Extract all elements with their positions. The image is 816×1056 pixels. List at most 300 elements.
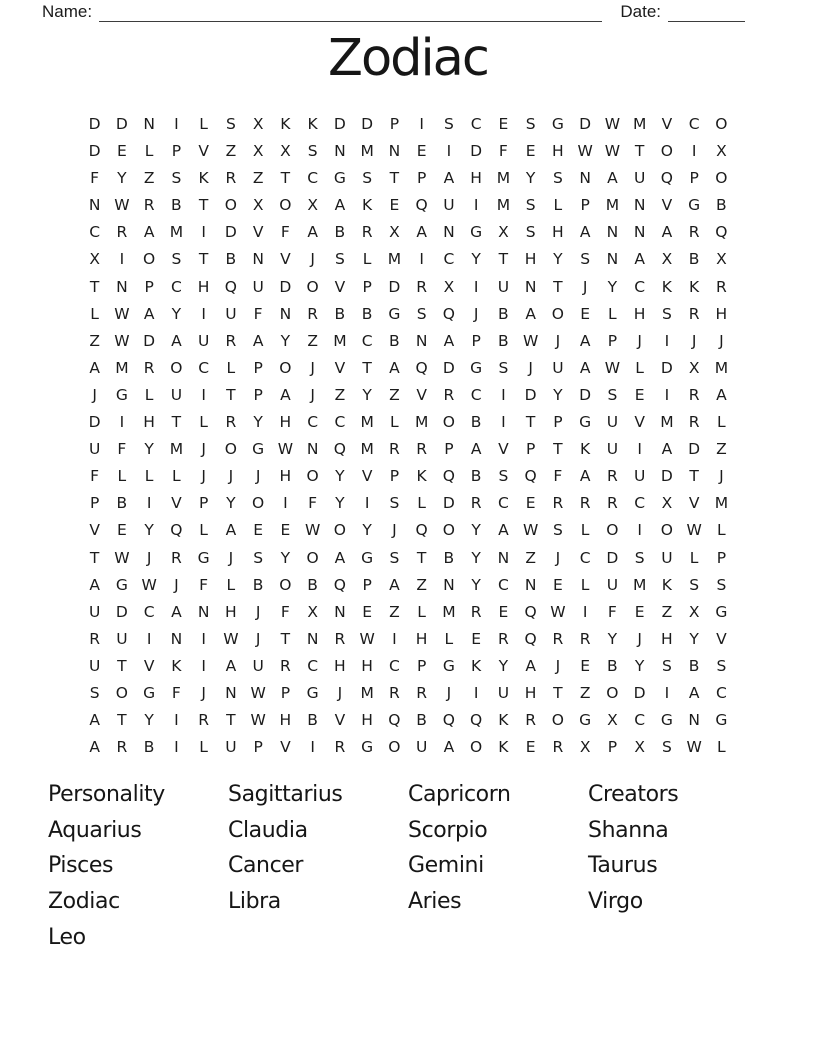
grid-letter: N xyxy=(334,602,346,621)
grid-letter: L xyxy=(172,467,181,486)
grid-letter: K xyxy=(498,711,509,730)
grid-letter: H xyxy=(415,629,428,648)
grid-letter: M xyxy=(496,169,511,188)
grid-row xyxy=(81,138,735,165)
grid-letter: L xyxy=(717,521,726,540)
grid-letter: Z xyxy=(661,602,673,621)
grid-letter: A xyxy=(607,169,618,188)
grid-row xyxy=(81,463,735,490)
grid-letter: R xyxy=(143,358,155,377)
grid-row xyxy=(81,653,735,680)
word-list-item: Virgo xyxy=(588,889,643,915)
grid-letter: Y xyxy=(471,548,481,567)
grid-letter: J xyxy=(637,629,642,648)
grid-letter: V xyxy=(171,494,182,513)
grid-letter: H xyxy=(279,413,292,432)
grid-letter: T xyxy=(89,548,100,567)
grid-letter: G xyxy=(688,196,701,215)
grid-letter: J xyxy=(637,331,642,350)
grid-letter: O xyxy=(333,521,346,540)
grid-letter: I xyxy=(664,331,670,350)
grid-letter: U xyxy=(497,683,510,702)
grid-letter: N xyxy=(388,142,401,161)
grid-letter: I xyxy=(201,223,206,242)
grid-letter: N xyxy=(116,277,128,296)
grid-letter: R xyxy=(552,738,564,757)
grid-letter: M xyxy=(414,413,429,432)
grid-letter: P xyxy=(553,413,563,432)
grid-letter: L xyxy=(226,358,236,377)
grid-letter: I xyxy=(473,277,479,296)
grid-letter: I xyxy=(283,494,288,513)
grid-letter: O xyxy=(442,521,455,540)
grid-letter: I xyxy=(174,738,179,757)
grid-letter: J xyxy=(255,602,261,621)
grid-row xyxy=(81,219,735,246)
grid-letter: D xyxy=(115,115,128,133)
grid-letter: G xyxy=(579,711,592,730)
grid-letter: A xyxy=(579,358,591,377)
word-list-item: Leo xyxy=(48,924,86,950)
grid-letter: N xyxy=(443,575,455,594)
grid-letter: U xyxy=(552,358,564,377)
word-list-item: Personality xyxy=(48,782,165,807)
grid-letter: N xyxy=(415,331,428,350)
grid-letter: I xyxy=(501,385,506,404)
grid-letter: J xyxy=(201,440,206,459)
grid-letter: E xyxy=(498,115,509,133)
grid-letter: S xyxy=(443,115,454,133)
grid-letter: R xyxy=(715,277,727,296)
grid-letter: J xyxy=(146,548,152,567)
grid-letter: I xyxy=(201,304,206,323)
grid-letter: H xyxy=(361,656,373,675)
grid-letter: J xyxy=(255,467,261,486)
grid-row xyxy=(81,572,735,599)
grid-letter: J xyxy=(255,629,261,648)
grid-letter: X xyxy=(607,711,618,730)
grid-letter: Y xyxy=(607,629,618,648)
grid-letter: R xyxy=(525,711,537,730)
grid-letter: S xyxy=(525,196,536,215)
grid-letter: N xyxy=(606,223,619,242)
grid-letter: V xyxy=(634,413,645,432)
grid-letter: Y xyxy=(362,521,372,540)
grid-letter: S xyxy=(552,521,563,540)
grid-letter: Z xyxy=(716,440,727,459)
grid-letter: P xyxy=(171,142,182,161)
grid-letter: T xyxy=(389,169,400,188)
grid-letter: A xyxy=(143,223,155,242)
grid-letter: B xyxy=(443,548,455,567)
grid-letter: L xyxy=(90,304,99,323)
grid-letter: O xyxy=(551,711,564,730)
grid-letter: V xyxy=(89,521,100,540)
grid-letter: U xyxy=(225,304,237,323)
grid-letter: V xyxy=(280,738,291,757)
grid-letter: Q xyxy=(524,467,537,486)
grid-letter: X xyxy=(252,115,264,133)
grid-letter: P xyxy=(716,548,727,567)
grid-letter: D xyxy=(442,494,455,513)
grid-letter: G xyxy=(442,656,455,675)
grid-letter: X xyxy=(89,250,100,269)
grid-letter: Z xyxy=(525,548,536,567)
grid-letter: G xyxy=(660,711,673,730)
grid-letter: R xyxy=(307,304,319,323)
grid-letter: C xyxy=(634,494,646,513)
grid-letter: A xyxy=(634,250,645,269)
grid-letter: O xyxy=(279,196,292,215)
word-list-item: Taurus xyxy=(588,853,658,879)
grid-letter: Q xyxy=(524,602,537,621)
grid-letter: I xyxy=(446,142,452,161)
grid-letter: M xyxy=(605,196,620,215)
grid-letter: I xyxy=(419,250,424,269)
grid-letter: J xyxy=(473,304,479,323)
grid-row xyxy=(81,246,735,273)
grid-letter: T xyxy=(553,683,563,702)
grid-letter: T xyxy=(226,711,236,730)
grid-letter: E xyxy=(116,142,127,161)
grid-letter: U xyxy=(661,548,673,567)
grid-letter: W xyxy=(359,629,375,648)
grid-letter: B xyxy=(334,223,346,242)
grid-letter: L xyxy=(635,358,644,377)
grid-letter: D xyxy=(688,440,701,459)
grid-row xyxy=(81,517,735,544)
grid-letter: C xyxy=(470,115,482,133)
grid-letter: W xyxy=(522,331,539,350)
grid-letter: W xyxy=(686,521,702,540)
grid-letter: R xyxy=(688,385,700,404)
grid-letter: I xyxy=(664,385,670,404)
grid-letter: R xyxy=(225,169,237,188)
grid-letter: Y xyxy=(553,250,563,269)
grid-letter: F xyxy=(199,575,209,594)
grid-letter: T xyxy=(498,250,509,269)
grid-letter: Y xyxy=(525,169,536,188)
grid-letter: W xyxy=(250,683,266,702)
grid-letter: F xyxy=(90,169,100,188)
grid-letter: A xyxy=(171,331,182,350)
word-list-item: Aquarius xyxy=(48,817,142,843)
grid-letter: D xyxy=(660,358,673,377)
grid-letter: H xyxy=(524,250,537,269)
grid-letter: W xyxy=(277,440,294,459)
grid-letter: Q xyxy=(333,440,346,459)
grid-letter: Q xyxy=(170,521,183,540)
grid-letter: B xyxy=(688,656,700,675)
grid-letter: X xyxy=(498,223,509,242)
grid-letter: E xyxy=(416,142,427,161)
grid-letter: D xyxy=(579,385,592,404)
grid-letter: V xyxy=(361,467,373,486)
grid-letter: R xyxy=(606,494,618,513)
grid-letter: M xyxy=(333,331,347,350)
grid-letter: N xyxy=(524,277,537,296)
grid-letter: B xyxy=(171,196,182,215)
grid-letter: L xyxy=(717,738,726,757)
grid-letter: L xyxy=(608,304,617,323)
grid-row xyxy=(81,328,735,355)
grid-letter: J xyxy=(555,331,561,350)
grid-letter: A xyxy=(280,385,291,404)
grid-letter: R xyxy=(688,413,700,432)
grid-letter: P xyxy=(253,738,263,757)
grid-letter: G xyxy=(115,385,128,404)
grid-letter: T xyxy=(553,277,563,296)
grid-letter: D xyxy=(88,413,101,432)
grid-letter: T xyxy=(416,548,427,567)
grid-letter: J xyxy=(201,467,206,486)
grid-letter: H xyxy=(361,711,373,730)
grid-letter: U xyxy=(633,169,646,188)
grid-letter: I xyxy=(146,629,152,648)
grid-letter: M xyxy=(660,413,674,432)
word-list-item: Claudia xyxy=(228,817,308,843)
grid-letter: U xyxy=(116,629,128,648)
grid-letter: D xyxy=(660,467,673,486)
grid-letter: V xyxy=(252,223,264,242)
grid-letter: Q xyxy=(415,521,428,540)
grid-letter: P xyxy=(389,115,400,133)
grid-letter: H xyxy=(715,304,728,323)
grid-letter: G xyxy=(333,169,346,188)
grid-letter: S xyxy=(525,115,536,133)
grid-letter: Q xyxy=(442,711,455,730)
grid-letter: I xyxy=(637,440,642,459)
grid-letter: D xyxy=(442,358,455,377)
grid-letter: Y xyxy=(226,494,236,513)
grid-letter: G xyxy=(143,683,156,702)
grid-letter: E xyxy=(280,521,291,540)
grid-letter: X xyxy=(252,196,264,215)
grid-letter: R xyxy=(225,413,237,432)
grid-letter: W xyxy=(114,331,130,350)
grid-letter: R xyxy=(552,494,564,513)
grid-letter: A xyxy=(389,575,400,594)
grid-letter: R xyxy=(170,548,182,567)
grid-letter: N xyxy=(143,115,155,133)
grid-letter: O xyxy=(660,521,673,540)
grid-letter: B xyxy=(307,711,318,730)
grid-letter: M xyxy=(360,142,374,161)
grid-letter: A xyxy=(225,521,237,540)
grid-row xyxy=(81,111,735,138)
grid-letter: K xyxy=(171,656,182,675)
grid-letter: G xyxy=(388,304,401,323)
grid-letter: U xyxy=(225,738,237,757)
grid-letter: S xyxy=(552,169,563,188)
grid-row xyxy=(81,436,735,463)
grid-letter: K xyxy=(307,115,318,133)
grid-letter: A xyxy=(143,304,155,323)
grid-letter: A xyxy=(334,196,346,215)
header-row xyxy=(42,2,745,22)
grid-letter: M xyxy=(115,358,129,377)
grid-letter: L xyxy=(199,521,208,540)
grid-letter: U xyxy=(606,440,619,459)
grid-letter: H xyxy=(197,277,210,296)
grid-letter: C xyxy=(334,413,346,432)
grid-letter: U xyxy=(88,602,101,621)
grid-letter: M xyxy=(169,440,184,459)
grid-letter: C xyxy=(198,358,210,377)
grid-letter: Y xyxy=(498,656,509,675)
grid-letter: A xyxy=(89,358,100,377)
grid-letter: P xyxy=(471,331,481,350)
grid-letter: D xyxy=(115,602,128,621)
grid-letter: O xyxy=(606,521,619,540)
grid-letter: W xyxy=(686,738,702,757)
grid-letter: S xyxy=(661,304,672,323)
grid-letter: D xyxy=(88,142,101,161)
grid-letter: X xyxy=(443,277,455,296)
grid-letter: V xyxy=(716,629,727,648)
grid-letter: N xyxy=(252,250,264,269)
grid-letter: V xyxy=(334,277,346,296)
grid-letter: F xyxy=(280,223,290,242)
grid-letter: J xyxy=(92,385,97,404)
grid-letter: H xyxy=(633,304,646,323)
word-list-column xyxy=(588,777,768,955)
grid-letter: P xyxy=(253,385,263,404)
grid-letter: S xyxy=(634,548,645,567)
grid-letter: D xyxy=(524,385,537,404)
grid-letter: O xyxy=(224,440,237,459)
grid-letter: R xyxy=(334,738,346,757)
grid-letter: H xyxy=(552,223,564,242)
grid-letter: D xyxy=(88,115,101,133)
grid-letter: O xyxy=(279,575,292,594)
word-list-column xyxy=(48,777,228,955)
grid-letter: I xyxy=(392,629,397,648)
grid-letter: X xyxy=(688,358,700,377)
grid-letter: R xyxy=(416,440,428,459)
grid-letter: U xyxy=(170,385,183,404)
grid-letter: G xyxy=(115,575,128,594)
grid-letter: N xyxy=(334,142,346,161)
grid-letter: J xyxy=(691,331,697,350)
grid-letter: A xyxy=(334,548,346,567)
word-list-column xyxy=(408,777,588,955)
grid-letter: Z xyxy=(89,331,100,350)
grid-letter: E xyxy=(389,196,400,215)
grid-letter: I xyxy=(201,385,206,404)
grid-letter: C xyxy=(170,277,182,296)
grid-letter: O xyxy=(115,683,128,702)
grid-letter: B xyxy=(225,250,237,269)
grid-letter: E xyxy=(471,629,482,648)
grid-letter: W xyxy=(550,602,566,621)
grid-letter: S xyxy=(253,548,264,567)
grid-letter: T xyxy=(171,413,182,432)
grid-letter: J xyxy=(719,331,724,350)
grid-letter: T xyxy=(198,196,209,215)
grid-letter: B xyxy=(416,711,427,730)
grid-letter: T xyxy=(280,629,291,648)
grid-letter: O xyxy=(143,250,156,269)
grid-letter: R xyxy=(443,385,455,404)
grid-row xyxy=(81,545,735,572)
grid-letter: R xyxy=(552,629,564,648)
grid-letter: Q xyxy=(442,304,455,323)
grid-letter: C xyxy=(307,169,319,188)
grid-letter: H xyxy=(279,467,292,486)
grid-letter: L xyxy=(580,521,590,540)
grid-letter: A xyxy=(171,602,182,621)
grid-letter: N xyxy=(170,629,183,648)
grid-letter: H xyxy=(661,629,673,648)
grid-letter: Y xyxy=(362,385,372,404)
grid-letter: D xyxy=(470,142,483,161)
grid-letter: L xyxy=(417,602,426,621)
grid-letter: H xyxy=(334,656,346,675)
grid-letter: S xyxy=(334,250,345,269)
grid-letter: S xyxy=(389,494,400,513)
grid-letter: M xyxy=(360,413,374,432)
grid-letter: V xyxy=(198,142,209,161)
grid-letter: Q xyxy=(224,277,237,296)
grid-letter: C xyxy=(89,223,101,242)
grid-letter: T xyxy=(89,277,100,296)
grid-letter: W xyxy=(604,358,621,377)
grid-letter: N xyxy=(443,223,455,242)
grid-letter: C xyxy=(470,385,482,404)
grid-letter: B xyxy=(470,413,482,432)
grid-letter: Y xyxy=(607,277,618,296)
grid-letter: D xyxy=(606,548,619,567)
grid-letter: X xyxy=(252,142,264,161)
grid-letter: I xyxy=(310,738,315,757)
word-list-item: Pisces xyxy=(48,853,114,879)
grid-letter: J xyxy=(528,358,533,377)
grid-letter: S xyxy=(661,656,672,675)
grid-letter: O xyxy=(306,467,319,486)
grid-letter: R xyxy=(225,331,237,350)
grid-letter: Q xyxy=(333,575,346,594)
grid-letter: T xyxy=(226,385,236,404)
grid-row xyxy=(81,599,735,626)
grid-letter: W xyxy=(604,115,621,133)
grid-letter: U xyxy=(633,467,646,486)
grid-row xyxy=(81,274,735,301)
grid-letter: D xyxy=(333,115,346,133)
grid-letter: S xyxy=(607,385,618,404)
grid-letter: Q xyxy=(415,358,428,377)
grid-letter: Q xyxy=(470,711,483,730)
grid-letter: J xyxy=(392,521,397,540)
grid-letter: B xyxy=(143,738,155,757)
grid-row xyxy=(81,355,735,382)
grid-letter: V xyxy=(498,440,509,459)
grid-letter: A xyxy=(525,304,536,323)
grid-letter: P xyxy=(362,575,372,594)
grid-row xyxy=(81,680,735,707)
grid-letter: Z xyxy=(143,169,155,188)
grid-letter: G xyxy=(361,738,374,757)
grid-letter: H xyxy=(225,602,237,621)
puzzle-grid xyxy=(81,111,735,761)
grid-letter: A xyxy=(443,738,455,757)
grid-letter: O xyxy=(715,169,728,188)
grid-letter: D xyxy=(279,277,292,296)
grid-letter: V xyxy=(688,494,700,513)
grid-letter: M xyxy=(169,223,184,242)
grid-row xyxy=(81,626,735,653)
grid-letter: T xyxy=(117,656,127,675)
